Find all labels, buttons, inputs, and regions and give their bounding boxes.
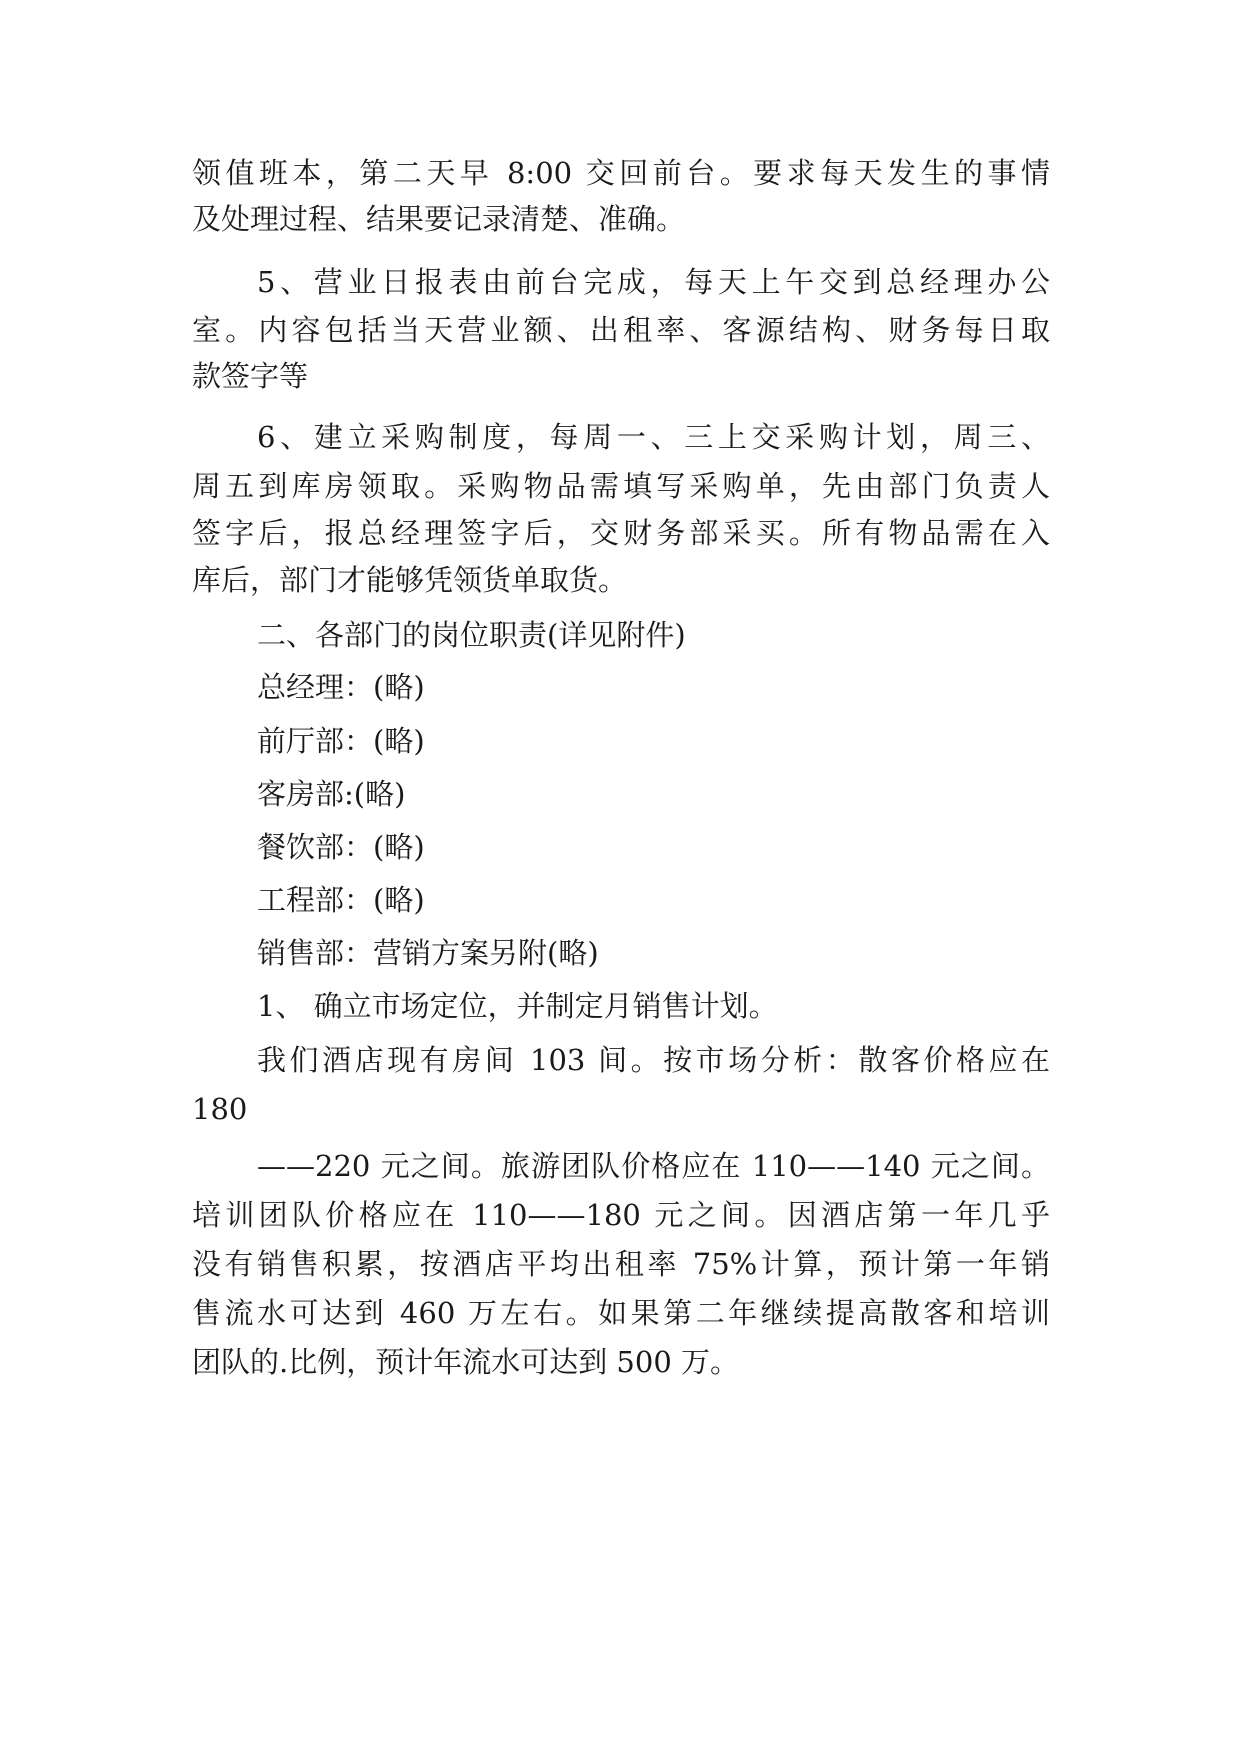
paragraph-line: 培训团队价格应在 110——180 元之间。因酒店第一年几乎 [192,1198,1050,1232]
list-item: 前厅部：(略) [257,724,425,758]
list-item: 餐饮部：(略) [257,830,425,864]
paragraph-line: 领值班本，第二天早 8:00 交回前台。要求每天发生的事情 [192,156,1050,190]
list-item: 工程部：(略) [257,883,425,917]
paragraph-line: 180 [192,1092,248,1126]
paragraph-line: 款签字等 [192,359,309,393]
numbered-item: 1、 确立市场定位，并制定月销售计划。 [257,989,778,1023]
paragraph-line: 周五到库房领取。采购物品需填写采购单，先由部门负责人 [192,469,1050,503]
paragraph-line: 签字后，报总经理签字后，交财务部采买。所有物品需在入 [192,516,1050,550]
paragraph-line: 没有销售积累，按酒店平均出租率 75%计算，预计第一年销 [192,1247,1050,1281]
paragraph-line: 售流水可达到 460 万左右。如果第二年继续提高散客和培训 [192,1296,1050,1330]
paragraph-line: 团队的.比例，预计年流水可达到 500 万。 [192,1345,740,1379]
paragraph-line: ——220 元之间。旅游团队价格应在 110——140 元之间。 [257,1149,1050,1183]
list-item: 销售部：营销方案另附(略) [257,936,599,970]
paragraph-line: 库后，部门才能够凭领货单取货。 [192,563,628,597]
paragraph-line: 5、营业日报表由前台完成，每天上午交到总经理办公 [257,265,1050,299]
list-item: 客房部:(略) [257,777,406,811]
paragraph-line: 我们酒店现有房间 103 间。按市场分析：散客价格应在 [257,1043,1050,1077]
section-heading: 二、各部门的岗位职责(详见附件) [257,618,686,652]
paragraph-line: 室。内容包括当天营业额、出租率、客源结构、财务每日取 [192,313,1050,347]
list-item: 总经理：(略) [257,670,425,704]
paragraph-line: 及处理过程、结果要记录清楚、准确。 [192,202,686,236]
paragraph-line: 6、建立采购制度，每周一、三上交采购计划，周三、 [257,420,1050,454]
